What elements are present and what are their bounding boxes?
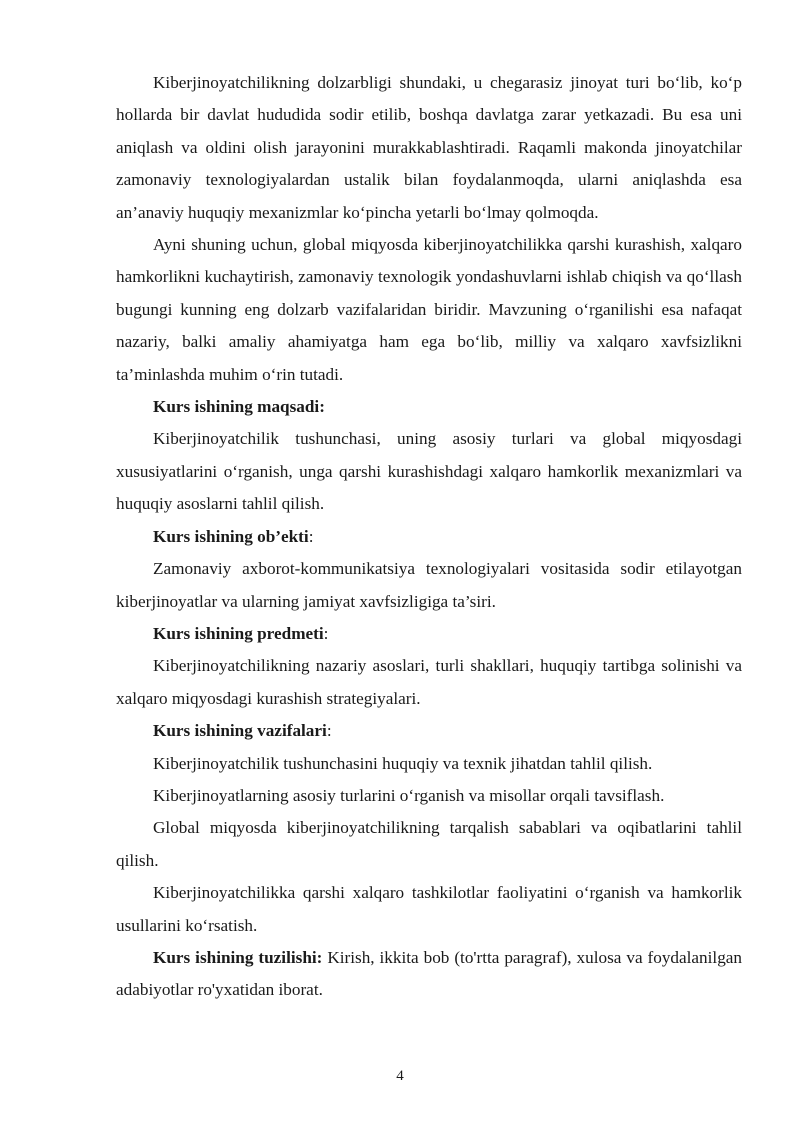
structure-paragraph (116, 942, 742, 1007)
goal-heading: Kurs ishining maqsadi: (153, 397, 325, 417)
task-item: Global miqyosda kiberjinoyatchilikning tarqalish sabablari va oqibatlarini tahlil qilish. (116, 818, 742, 870)
subject-heading-line (116, 618, 742, 650)
goal-text: Kiberjinoyatchilik tushunchasi, uning asosiy turlari va global miqyosdagi xususiyatlarini o‘rganish, unga qarshi kurashishdagi xalqaro hamkorlik mexanizmlari va huquqiy asoslarni tahlil qilish. (116, 429, 742, 514)
subject-heading: Kurs ishining predmeti (153, 623, 324, 643)
task-item: Kiberjinoyatlarning asosiy turlarini o‘rganish va misollar orqali tavsiflash. (153, 785, 665, 805)
object-heading-colon: : (308, 526, 314, 546)
page-number: 4 (396, 1068, 404, 1084)
task-item: Kiberjinoyatchilik tushunchasini huquqiy va texnik jihatdan tahlil qilish. (153, 753, 653, 773)
subject-text: Kiberjinoyatchilikning nazariy asoslari, turli shakllari, huquqiy tartibga solinishi va xalqaro miqyosdagi kurashish strategiyalari. (116, 656, 742, 708)
tasks-heading: Kurs ishining vazifalari (153, 721, 327, 741)
object-text: Zamonaviy axborot-kommunikatsiya texnologiyalari vositasida sodir etilayotgan kiberjinoyatlar va ularning jamiyat xavfsizligiga ta’siri. (116, 559, 742, 611)
subject-heading-colon: : (323, 623, 329, 643)
object-heading-line (116, 521, 742, 553)
tasks-heading-colon: : (326, 721, 332, 741)
page-body (116, 67, 742, 1007)
intro-paragraph-relevance: Kiberjinoyatchilikning dolzarbligi shundaki, u chegarasiz jinoyat turi bo‘lib, ko‘p hollarda bir davlat hududida sodir etilib, boshqa davlatga zarar yetkazadi. Bu esa uni aniqlash va oldini olish jarayonini murakkablashtiradi. Raqamli makonda jinoyatchilar zamonaviy texnologiyalardan ustalik bilan foydalanmoqda, ularni aniqlashda esa an’anaviy huquqiy mexanizmlar ko‘pincha yetarli bo‘lmay qolmoqda. (116, 73, 742, 222)
tasks-heading-line (116, 715, 742, 747)
intro-paragraph-importance: Ayni shuning uchun, global miqyosda kiberjinoyatchilikka qarshi kurashish, xalqaro hamkorlikni kuchaytirish, zamonaviy texnologik yondashuvlarni ishlab chiqish va qo‘llash bugungi kunning eng dolzarb vazifalaridan biridir. Mavzuning o‘rganilishi esa nafaqat nazariy, balki amaliy ahamiyatga ham ega bo‘lib, milliy va xalqaro xavfsizlikni ta’minlashda muhim o‘rin tutadi. (116, 235, 742, 384)
object-heading: Kurs ishining ob’ekti (153, 526, 309, 546)
task-item: Kiberjinoyatchilikka qarshi xalqaro tashkilotlar faoliyatini o‘rganish va hamkorlik usullarini ko‘rsatish. (116, 883, 742, 935)
structure-heading: Kurs ishining tuzilishi: (153, 947, 323, 967)
structure-text: Kirish, ikkita bob (to'rtta paragraf), xulosa va foydalanilgan adabiyotlar ro'yxatidan iborat. (116, 947, 743, 1000)
